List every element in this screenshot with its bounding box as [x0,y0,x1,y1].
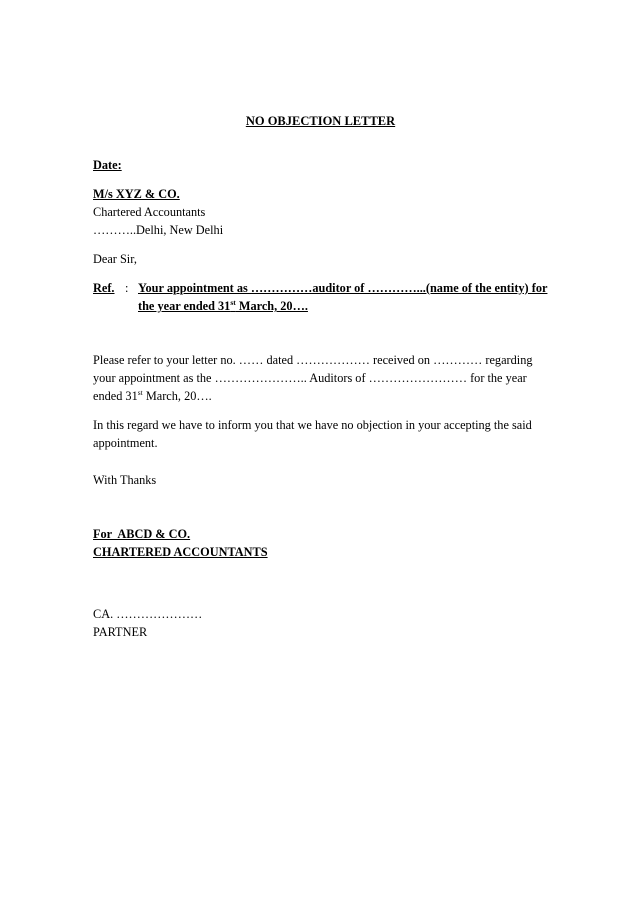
para2-line2: appointment. [93,436,158,450]
para1-line3 [93,387,548,405]
signoff-designation: CHARTERED ACCOUNTANTS [93,545,268,559]
addressee-line2: ………..Delhi, New Delhi [93,223,224,237]
ref-subject-line2 [138,297,548,315]
ref-label: Ref. [93,281,115,295]
closing: With Thanks [93,473,157,487]
ref-colon: : [125,281,129,295]
para1-line2: your appointment as the ………………….. Auditors of …………………… for the year [93,371,527,385]
signatory-role: PARTNER [93,625,148,639]
salutation: Dear Sir, [93,252,137,266]
reference-block [93,279,548,315]
ref-line2-post: March, 20…. [235,299,308,313]
para2-line1: In this regard we have to inform you that we have no objection in your accepting the said [93,418,532,432]
para1-line3-sup: st [137,387,143,397]
para1-line3-pre: ended 31 [93,389,138,403]
letter-title: NO OBJECTION LETTER [245,114,396,128]
para1-line1: Please refer to your letter no. …… dated ……………… received on ………… regarding [93,353,533,367]
letter-page [93,112,548,641]
addressee-name: M/s XYZ & CO. [93,187,180,201]
ref-line2-pre: the year ended 31 [138,299,231,313]
signatory-name: CA. ………………… [93,607,203,621]
ref-subject-line1: Your appointment as ……………auditor of …………...(name of the entity) for [138,281,548,295]
paragraph-1 [93,351,548,405]
ref-subject [138,279,548,315]
addressee-line1: Chartered Accountants [93,205,206,219]
para1-line3-post: March, 20…. [142,389,212,403]
date-label: Date: [93,158,122,172]
signoff-firm: For ABCD & CO. [93,527,191,541]
ref-line2-sup: st [230,297,236,307]
paragraph-2 [93,416,548,452]
